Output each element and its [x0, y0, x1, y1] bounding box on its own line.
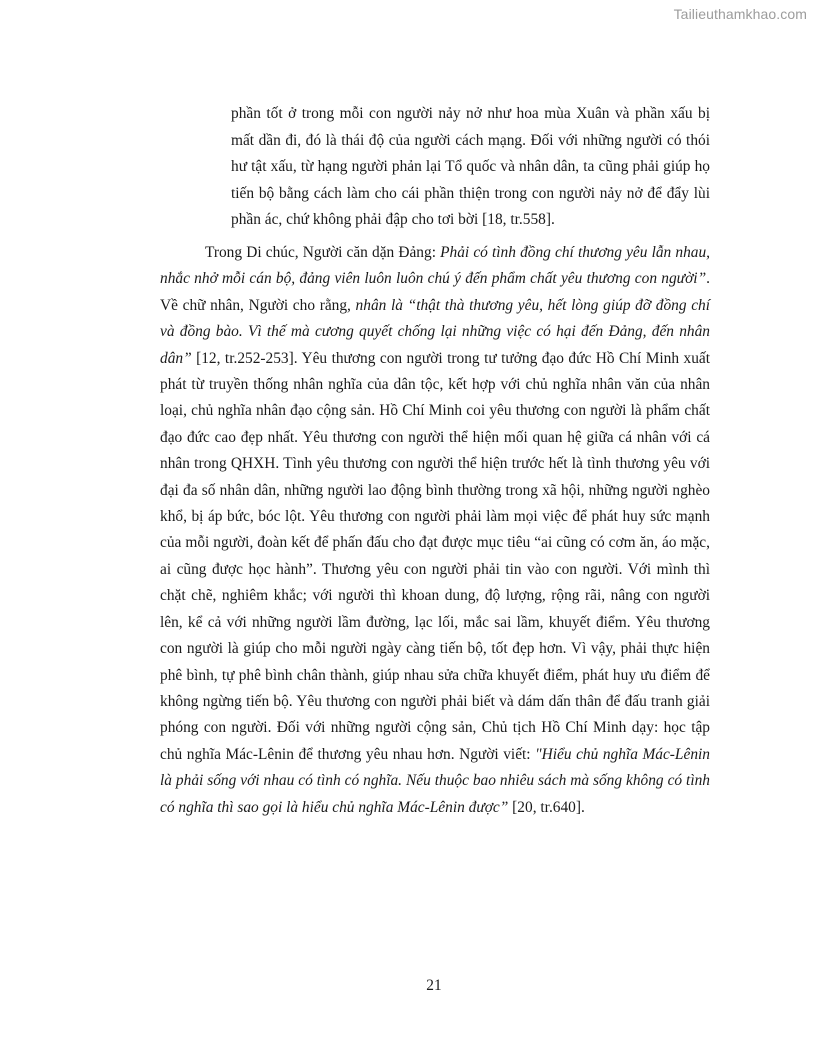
- paragraph-text-2: . Về chữ nhân, Người cho rằng: [160, 270, 710, 314]
- paragraph-text-3: [12, tr.252-253]. Yêu thương con người trong tư tưởng đạo đức Hồ Chí Minh xuất phát từ truyền thống nhân nghĩa của dân tộc, kết hợp với chủ nghĩa nhân văn của nhân loại, chủ nghĩa nhân đạo cộng sản. Hồ Chí Minh coi yêu thương con người là phẩm chất đạo đức cao đẹp nhất. Yêu thương con người thể hiện mối quan hệ giữa cá nhân với cá nhân trong QHXH. Tình yêu thương con người thể hiện trước hết là tình thương yêu với đại đa số nhân dân, những người lao động bình thường trong xã hội, những người nghèo khổ, bị áp bức, bóc lột. Yêu thương con người phải làm mọi việc để phát huy sức mạnh của mỗi người, đoàn kết để phấn đấu cho đạt được mục tiêu “ai cũng có cơm ăn, áo mặc, ai cũng được học hành”. Thương yêu con người phải tin vào con người. Với mình thì chặt chẽ, nghiêm khắc; với người thì khoan dung, độ lượng, rộng rãi, nâng con người lên, kể cả với những người lầm đường, lạc lối, mắc sai lầm, khuyết điểm. Yêu thương con người là giúp cho mỗi người ngày càng tiến bộ, tốt đẹp hơn. Vì vậy, phải thực hiện phê bình, tự phê bình chân thành, giúp nhau sửa chữa khuyết điểm, phát huy ưu điểm để không ngừng tiến bộ. Yêu thương con người phải biết và dám dấn thân để đấu tranh giải phóng con người. Đối với những người cộng sản, Chủ tịch Hồ Chí Minh dạy: học tập chủ nghĩa Mác-Lênin để thương yêu nhau hơn. Người viết:: [160, 349, 710, 763]
- body-paragraph: [160, 240, 710, 821]
- paragraph-italic-1: Phải có tình đồng chí thương yêu lẫn nhau, nhắc nhở mỗi cán bộ, đảng viên luôn luôn chú ý đến phẩm chất yêu thương con người”: [160, 244, 710, 288]
- paragraph-italic-2: , nhân là “thật thà thương yêu, hết lòng giúp đỡ đồng chí và đồng bào. Vì thế mà cương quyết chống lại những việc có hại đến Đảng, đến nhân dân”: [160, 296, 710, 367]
- page-number: 21: [426, 977, 442, 994]
- paragraph-text-4: [20, tr.640].: [508, 798, 585, 816]
- paragraph-text-1: Trong Di chúc, Người căn dặn Đảng:: [205, 244, 441, 261]
- watermark: Tailieuthamkhao.com: [673, 6, 807, 22]
- paragraph-italic-3: "Hiểu chủ nghĩa Mác-Lênin là phải sống với nhau có tình có nghĩa. Nếu thuộc bao nhiêu sách mà sống không có tình có nghĩa thì sao gọi là hiểu chủ nghĩa Mác-Lênin được”: [160, 745, 710, 816]
- block-quote: phần tốt ở trong mỗi con người nảy nở như hoa mùa Xuân và phần xấu bị mất dần đi, đó là thái độ của người cách mạng. Đối với những người có thói hư tật xấu, từ hạng người phản lại Tổ quốc và nhân dân, ta cũng phải giúp họ tiến bộ bằng cách làm cho cái phần thiện trong con người nảy nở để đẩy lùi phần ác, chứ không phải đập cho tơi bời [18, tr.558].: [231, 105, 710, 229]
